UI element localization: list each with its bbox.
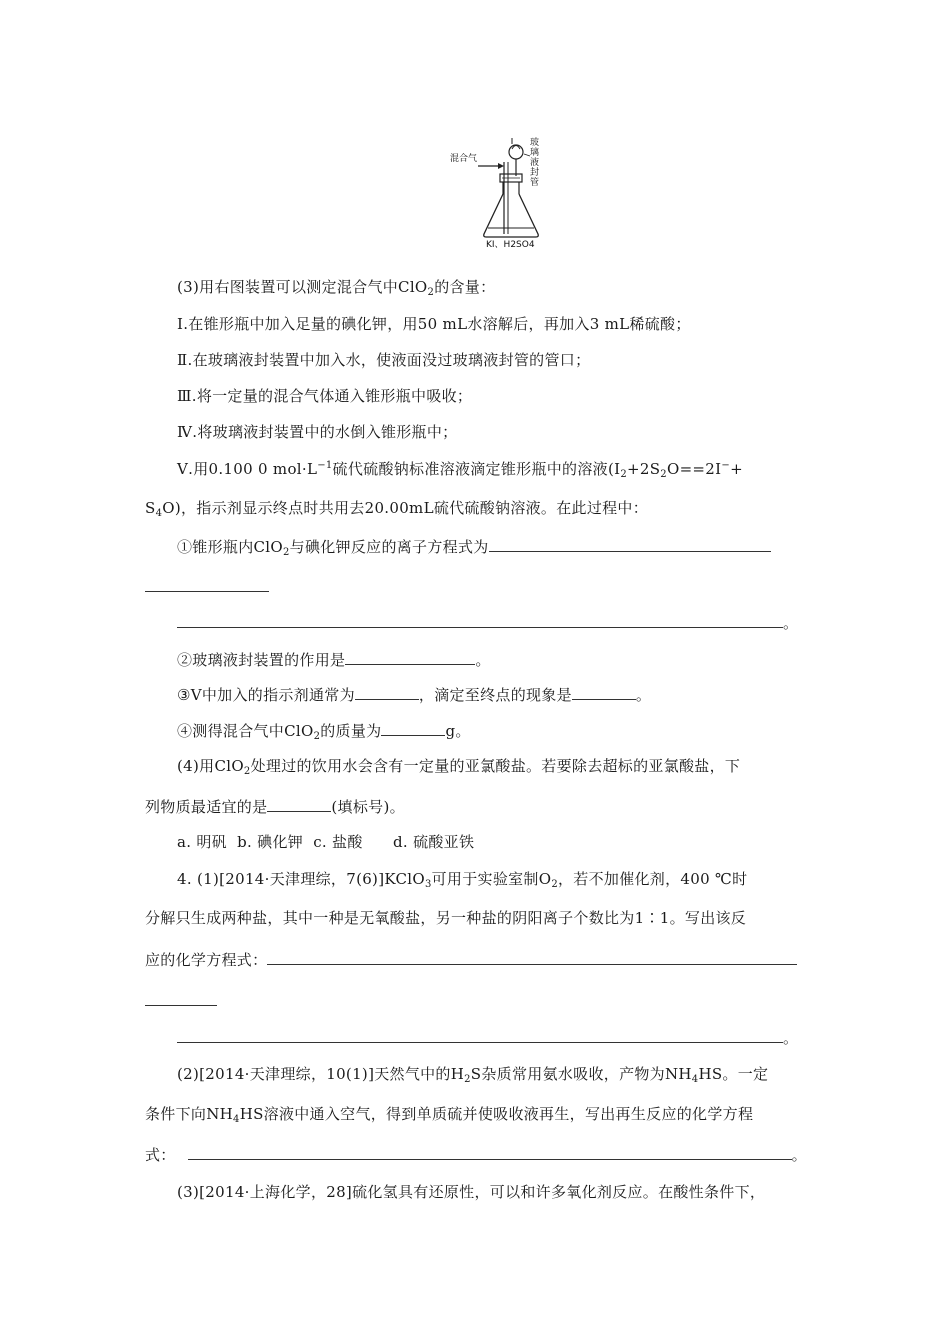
period: 。 — [635, 686, 652, 704]
subscript: 2 — [464, 1074, 471, 1085]
p4-line-2: 分解只生成两种盐，其中一种是无氧酸盐，另一种盐的阴阳离子个数比为1∶1。写出该反 — [145, 909, 747, 927]
p4-line-1-a: 4. (1)[2014·天津理综，7(6)]KClO — [177, 870, 425, 888]
q3-step-4: Ⅳ.将玻璃液封装置中的水倒入锥形瓶中； — [177, 423, 458, 441]
p4-line-3-text: 应的化学方程式： — [145, 951, 268, 969]
answer-blank[interactable] — [345, 648, 475, 665]
q4-options: a. 明矾 b. 碘化钾 c. 盐酸 d. 硫酸亚铁 — [177, 833, 475, 851]
q4-line-1-b: 处理过的饮用水会含有一定量的亚氯酸盐。若要除去超标的亚氯酸盐，下 — [250, 757, 741, 775]
q3-step-5-a: Ⅴ.用0.100 0 mol·L — [177, 460, 318, 478]
answer-blank-row — [145, 575, 269, 598]
answer-blank-row — [177, 1026, 798, 1049]
q3-sub-4-a: ④测得混合气中ClO — [177, 722, 314, 740]
q3-sub-2 — [177, 648, 491, 671]
period: 。 — [475, 651, 491, 669]
subscript: 2 — [427, 287, 435, 298]
q3-sub-3-a: ③V中加入的指示剂通常为 — [177, 686, 355, 704]
subscript: 4 — [691, 1074, 699, 1085]
subscript: 2 — [660, 469, 667, 480]
q3-step-2: Ⅱ.在玻璃液封装置中加入水，使液面没过玻璃液封管的管口； — [177, 351, 591, 369]
p4-part-2-line-2 — [145, 1103, 753, 1125]
p4-line-1-c: ，若不加催化剂，400 ℃时 — [558, 870, 748, 888]
p4-line-1 — [177, 868, 747, 890]
q4-line-2-a: 列物质最适宜的是 — [145, 798, 268, 816]
q3-intro-tail: 的含量： — [434, 278, 496, 296]
p4-part-2-line-3 — [145, 1143, 807, 1166]
q4-line-2-b: (填标号)。 — [331, 798, 405, 816]
apparatus-figure — [448, 136, 548, 254]
q3-sub-2-text: ②玻璃液封装置的作用是 — [177, 651, 346, 669]
q3-intro — [177, 276, 495, 298]
q4-line-2 — [145, 795, 405, 818]
p4-part-2-c: HS。一定 — [698, 1065, 769, 1083]
q4-line-1-a: (4)用ClO — [177, 757, 244, 775]
q3-step-5-line2-b: O)，指示剂显示终点时共用去20.00mL硫代硫酸钠溶液。在此过程中： — [162, 499, 649, 517]
q3-intro-text: (3)用右图装置可以测定混合气中ClO — [177, 278, 428, 296]
q3-step-5-line2-a: S — [145, 499, 156, 517]
answer-blank[interactable] — [177, 611, 783, 628]
subscript: 2 — [313, 731, 321, 742]
q3-sub-1 — [177, 535, 771, 558]
p4-part-2-line-1 — [177, 1063, 768, 1085]
p4-part-2-f: 式： — [145, 1146, 176, 1164]
figure-label-gas: 混合气 — [450, 154, 478, 164]
p4-line-3 — [145, 948, 797, 971]
figure-label-tube — [530, 138, 540, 188]
subscript: 2 — [243, 766, 251, 777]
period: 。 — [791, 1146, 807, 1164]
q3-step-5 — [177, 458, 743, 480]
answer-blank[interactable] — [145, 989, 217, 1006]
answer-blank[interactable] — [177, 1026, 783, 1043]
answer-blank[interactable] — [145, 575, 269, 592]
q3-step-5-e: + — [730, 460, 743, 478]
answer-blank-row — [145, 989, 217, 1012]
answer-blank[interactable] — [572, 683, 636, 700]
period: 。 — [783, 1029, 799, 1047]
answer-blank[interactable] — [188, 1143, 792, 1160]
q3-step-5-cont — [145, 497, 648, 519]
p4-line-1-b: 可用于实验室制O — [431, 870, 552, 888]
answer-blank[interactable] — [489, 535, 771, 552]
answer-blank[interactable] — [355, 683, 419, 700]
q3-step-5-c: +2S — [627, 460, 661, 478]
answer-blank[interactable] — [267, 795, 331, 812]
subscript: 4 — [233, 1114, 240, 1125]
p4-part-3-line-1: (3)[2014·上海化学，28]硫化氢具有还原性，可以和许多氧化剂反应。在酸性条件下， — [177, 1183, 766, 1201]
q3-step-1: Ⅰ.在锥形瓶中加入足量的碘化钾，用50 mL水溶解后，再加入3 mL稀硫酸； — [177, 315, 691, 333]
superscript: − — [721, 460, 731, 471]
p4-part-2-a: (2)[2014·天津理综，10(1)]天然气中的H — [177, 1065, 465, 1083]
q3-sub-3-b: ，滴定至终点的现象是 — [418, 686, 572, 704]
figure-label-tube-text: 玻璃液封管 — [530, 138, 540, 188]
q3-sub-1-text: ①锥形瓶内ClO — [177, 538, 283, 556]
subscript: 3 — [424, 879, 432, 890]
q3-sub-4 — [177, 719, 471, 742]
subscript: 2 — [620, 469, 627, 480]
q3-step-3: Ⅲ.将一定量的混合气体通入锥形瓶中吸收； — [177, 387, 473, 405]
subscript: 2 — [282, 547, 290, 558]
p4-part-2-d: 条件下向NH — [145, 1105, 234, 1123]
answer-blank-row — [177, 611, 798, 634]
q3-sub-1-tail: 与碘化钾反应的离子方程式为 — [289, 538, 489, 556]
p4-part-2-b: S杂质常用氨水吸收，产物为NH — [470, 1065, 692, 1083]
subscript: 4 — [155, 508, 163, 519]
answer-blank[interactable] — [381, 719, 445, 736]
q4-line-1 — [177, 755, 740, 777]
q3-sub-4-c: g。 — [445, 722, 471, 740]
q3-step-5-b: 硫代硫酸钠标准溶液滴定锥形瓶中的溶液(I — [332, 460, 621, 478]
figure-label-solution: KI、H2SO4 — [486, 240, 535, 250]
superscript: −1 — [317, 460, 333, 471]
q3-step-5-d: O==2I — [666, 460, 722, 478]
q3-sub-3 — [177, 683, 651, 706]
subscript: 2 — [551, 879, 558, 890]
q3-sub-4-b: 的质量为 — [320, 722, 382, 740]
period: 。 — [783, 614, 799, 632]
answer-blank[interactable] — [267, 948, 797, 965]
p4-part-2-e: HS溶液中通入空气，得到单质硫并使吸收液再生，写出再生反应的化学方程 — [239, 1105, 754, 1123]
